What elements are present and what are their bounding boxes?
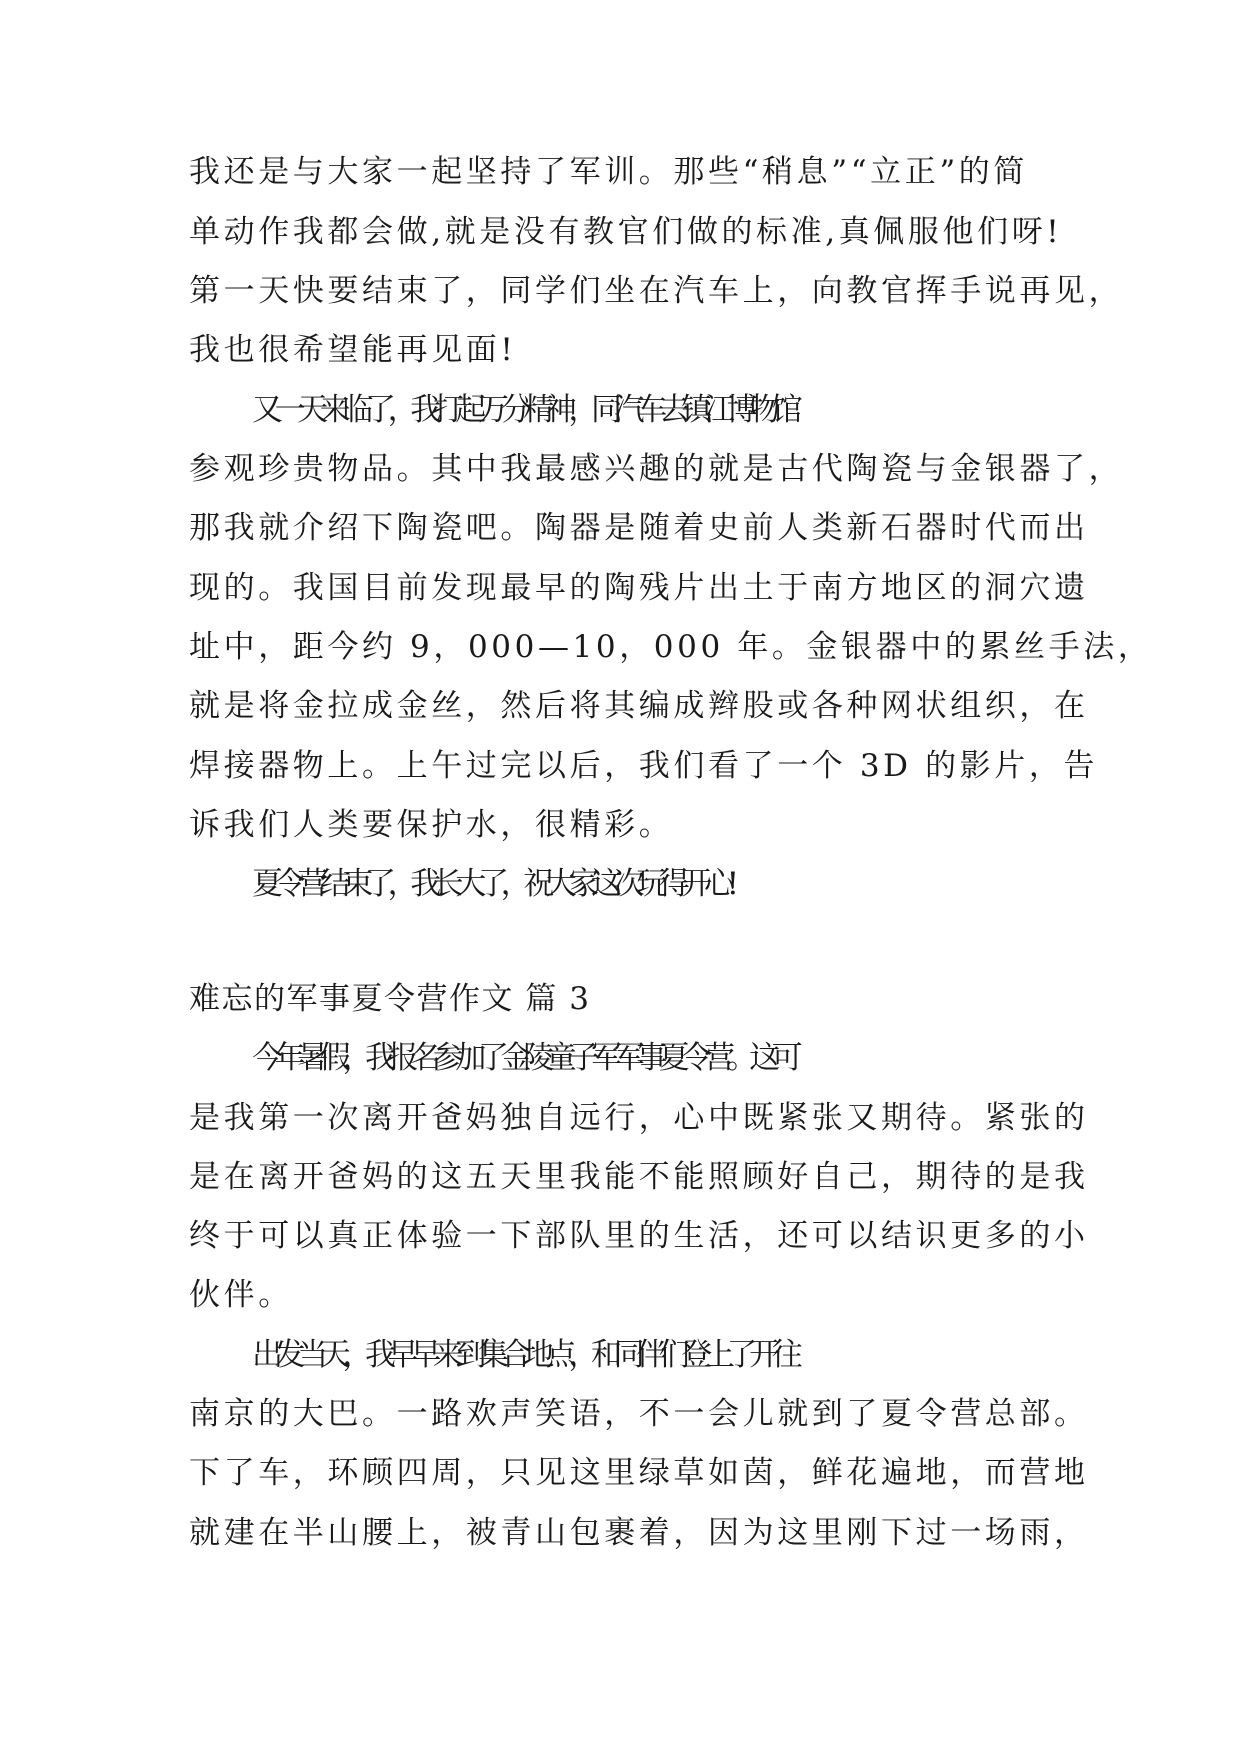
text-line: 我还是与大家一起坚持了军训。那些“稍息”“立正”的简 bbox=[189, 154, 1028, 190]
text-line: 现的。我国目前发现最早的陶残片出土于南方地区的洞穴遗 bbox=[189, 570, 1089, 606]
paragraph-start-line: 又一天来临了，我打起万分精神，同汽车去镇江博物馆 bbox=[252, 392, 795, 428]
text-line: 南京的大巴。一路欢声笑语，不一会儿就到了夏令营总部。 bbox=[189, 1396, 1089, 1432]
text-line: 是我第一次离开爸妈独自远行，心中既紧张又期待。紧张的 bbox=[189, 1100, 1089, 1136]
text-line: 就建在半山腰上，被青山包裹着，因为这里刚下过一场雨， bbox=[189, 1515, 1089, 1551]
paragraph-start-line: 今年暑假，我报名参加了金陵童子军军事夏令营。这可 bbox=[252, 1040, 795, 1076]
text-line: 单动作我都会做,就是没有教官们做的标准,真佩服他们呀! bbox=[189, 214, 1063, 250]
text-line: 那我就介绍下陶瓷吧。陶器是随着史前人类新石器时代而出 bbox=[189, 510, 1089, 546]
text-line: 第一天快要结束了，同学们坐在汽车上，向教官挥手说再见， bbox=[189, 273, 1124, 309]
text-line: 是在离开爸妈的这五天里我能不能照顾好自己，期待的是我 bbox=[189, 1159, 1089, 1195]
text-line: 就是将金拉成金丝，然后将其编成辫股或各种网状组织，在 bbox=[189, 688, 1089, 724]
text-line: 参观珍贵物品。其中我最感兴趣的就是古代陶瓷与金银器了， bbox=[189, 451, 1124, 487]
text-line: 终于可以真正体验一下部队里的生活，还可以结识更多的小 bbox=[189, 1218, 1089, 1254]
paragraph-start-line: 夏令营结束了，我长大了，祝大家这次玩得开心! bbox=[252, 866, 731, 902]
text-line: 诉我们人类要保护水，很精彩。 bbox=[189, 807, 674, 843]
text-line: 下了车，环顾四周，只见这里绿草如茵，鲜花遍地，而营地 bbox=[189, 1455, 1089, 1491]
text-line: 焊接器物上。上午过完以后，我们看了一个 3D 的影片，告 bbox=[189, 748, 1099, 784]
text-line: 伙伴。 bbox=[189, 1277, 293, 1313]
text-line: 我也很希望能再见面! bbox=[189, 332, 517, 368]
paragraph-start-line: 出发当天，我早早来到集合地点，和同伴们登上了开往 bbox=[252, 1337, 795, 1373]
text-line: 址中，距今约 9，000—10，000 年。金银器中的累丝手法， bbox=[189, 629, 1153, 665]
section-heading: 难忘的军事夏令营作文 篇 3 bbox=[189, 981, 591, 1017]
